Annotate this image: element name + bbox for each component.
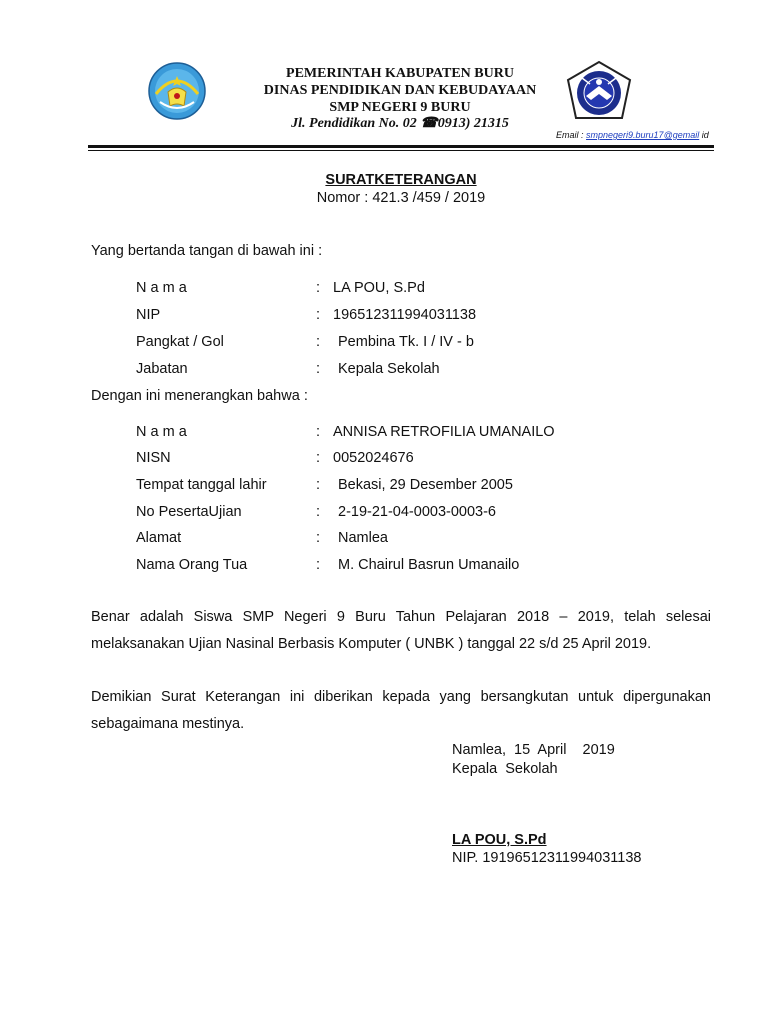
signer-position-title: Kepala Sekolah — [452, 761, 558, 777]
letterhead-government: PEMERINTAH KABUPATEN BURU — [286, 66, 514, 81]
signer-position-label: Jabatan — [136, 361, 188, 377]
email-address-link[interactable]: smpnegeri9.buru17@gemail — [586, 130, 700, 140]
student-name-label: N a m a — [136, 424, 187, 440]
signature-nip: NIP. 1919651231199403113​8 — [452, 850, 642, 866]
student-nisn-value: 0052024676 — [333, 450, 414, 466]
letterhead-rule-thin — [88, 150, 714, 151]
place-date: Namlea, 15 April 2019 — [452, 742, 615, 758]
tut-wuri-handayani-logo — [146, 62, 208, 120]
student-exam-number-label: No PesertaUjian — [136, 504, 242, 520]
statement-line-2: melaksanakan Ujian Nasinal Berbasis Komputer ( UNBK ) tanggal 22 s/d 25 April 2019. — [91, 636, 652, 652]
intro-text: Yang bertanda tangan di bawah ini : — [91, 243, 323, 259]
signer-rank-label: Pangkat / Gol — [136, 334, 224, 350]
colon: : — [316, 307, 321, 323]
student-parent-label: Nama Orang Tua — [136, 557, 248, 573]
signer-rank-value: Pembina Tk. I / IV - b — [338, 334, 474, 350]
document-title: SURATKETERANGAN — [325, 172, 477, 188]
letterhead-school: SMP NEGERI 9 BURU — [329, 100, 471, 115]
colon: : — [316, 280, 321, 296]
letterhead-rule-thick — [88, 145, 714, 148]
signer-name-value: LA POU, S.Pd — [333, 280, 425, 296]
letterhead-department: DINAS PENDIDIKAN DAN KEBUDAYAAN — [263, 83, 537, 98]
closing-line-2: sebagaimana mestinya. — [91, 716, 245, 732]
closing-line-1: Demikian Surat Keterangan ini diberikan kepada yang bersangkutan untuk dipergunakan — [91, 689, 711, 705]
signature-name: LA POU, S.Pd — [452, 832, 547, 848]
student-exam-number-value: 2-19-21-04-0003-0003-6 — [338, 504, 496, 520]
letterhead-email — [556, 130, 709, 140]
signer-nip-value: 196512311994031138 — [333, 307, 477, 323]
school-emblem-logo — [564, 60, 634, 122]
email-suffix: id — [699, 130, 709, 140]
student-name-value: ANNISA RETROFILIA UMANAILO — [333, 424, 555, 440]
document-number: Nomor : 421.3 /459 / 2019 — [316, 190, 486, 206]
email-label: Email : — [556, 130, 587, 140]
student-address-value: Namlea — [338, 530, 388, 546]
student-parent-value: M. Chairul Basrun Umanailo — [338, 557, 520, 573]
signer-name-label: N a m a — [136, 280, 187, 296]
student-birth-value: Bekasi, 29 Desember 2005 — [338, 477, 513, 493]
statement-line-1: Benar adalah Siswa SMP Negeri 9 Buru Tahun Pelajaran 2018 – 2019, telah selesai — [91, 609, 711, 625]
colon: : — [316, 530, 321, 546]
student-nisn-label: NISN — [136, 450, 171, 466]
middle-text: Dengan ini menerangkan bahwa : — [91, 388, 308, 404]
signer-position-value: Kepala Sekolah — [338, 361, 440, 377]
colon: : — [316, 450, 321, 466]
colon: : — [316, 557, 321, 573]
statement-paragraph — [91, 604, 711, 658]
student-address-label: Alamat — [136, 530, 182, 546]
colon: : — [316, 424, 321, 440]
colon: : — [316, 477, 321, 493]
colon: : — [316, 504, 321, 520]
letterhead-address: Jl. Pendidikan No. 02 ☎0913) 21315 — [291, 116, 509, 131]
signer-nip-label: NIP — [136, 307, 161, 323]
student-birth-label: Tempat tanggal lahir — [136, 477, 267, 493]
colon: : — [316, 334, 321, 350]
closing-paragraph — [91, 684, 711, 738]
colon: : — [316, 361, 321, 377]
